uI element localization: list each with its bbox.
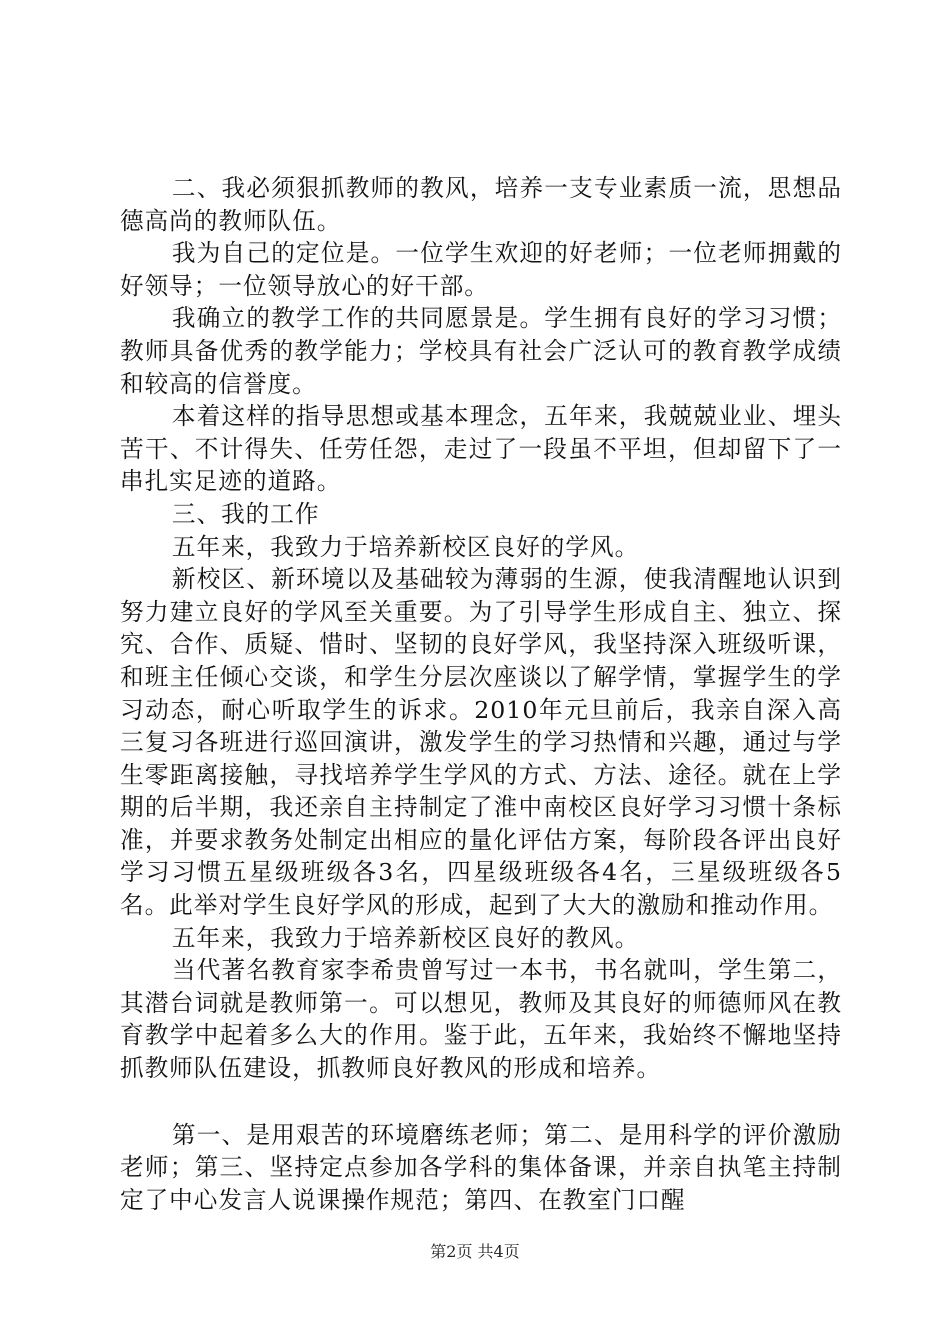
paragraph-self-positioning: 我为自己的定位是。一位学生欢迎的好老师；一位老师拥戴的好领导；一位领导放心的好干部。 <box>120 239 842 300</box>
paragraph-teaching-style-goal: 二、我必须狠抓教师的教风，培养一支专业素质一流，思想品德高尚的教师队伍。 <box>120 174 842 235</box>
paragraph-measures-list: 第一、是用艰苦的环境磨练老师；第二、是用科学的评价激励老师；第三、坚持定点参加各学科的集体备课，并亲自执笔主持制定了中心发言人说课操作规范；第四、在教室门口醒 <box>120 1120 842 1214</box>
paragraph-teaching-style-intro: 五年来，我致力于培养新校区良好的教风。 <box>171 923 640 952</box>
page-number-footer: 第2页 共4页 <box>430 1242 520 1261</box>
document-body <box>120 172 842 1216</box>
paragraph-study-style-intro: 五年来，我致力于培养新校区良好的学风。 <box>171 532 640 561</box>
paragraph-shared-vision: 我确立的教学工作的共同愿景是。学生拥有良好的学习习惯；教师具备优秀的教学能力；学校具有社会广泛认可的教育教学成绩和较高的信誉度。 <box>120 304 842 398</box>
paragraph-study-style-detail: 新校区、新环境以及基础较为薄弱的生源，使我清醒地认识到努力建立良好的学风至关重要。为了引导学生形成自主、独立、探究、合作、质疑、惜时、坚韧的良好学风，我坚持深入班级听课，和班主任倾心交谈，和学生分层次座谈以了解学情，掌握学生的学习动态，耐心听取学生的诉求。2010年元旦前后，我亲自深入高三复习各班进行巡回演讲，激发学生的学习热情和兴趣，通过与学生零距离接触，寻找培养学生学风的方式、方法、途径。就在上学期的后半期，我还亲自主持制定了淮中南校区良好学习习惯十条标准，并要求教务处制定出相应的量化评估方案，每阶段各评出良好学习习惯五星级班级各3名，四星级班级各4名，三星级班级各5名。此举对学生良好学风的形成，起到了大大的激励和推动作用。 <box>120 565 842 920</box>
paragraph-guiding-philosophy: 本着这样的指导思想或基本理念，五年来，我兢兢业业、埋头苦干、不计得失、任劳任怨，走过了一段虽不平坦，但却留下了一串扎实足迹的道路。 <box>120 402 842 496</box>
section-heading-my-work: 三、我的工作 <box>171 499 320 528</box>
paragraph-teacher-first: 当代著名教育家李希贵曾写过一本书，书名就叫，学生第二，其潜台词就是教师第一。可以想见，教师及其良好的师德师风在教育教学中起着多么大的作用。鉴于此，五年来，我始终不懈地坚持抓教师队伍建设，抓教师良好教风的形成和培养。 <box>120 956 842 1083</box>
